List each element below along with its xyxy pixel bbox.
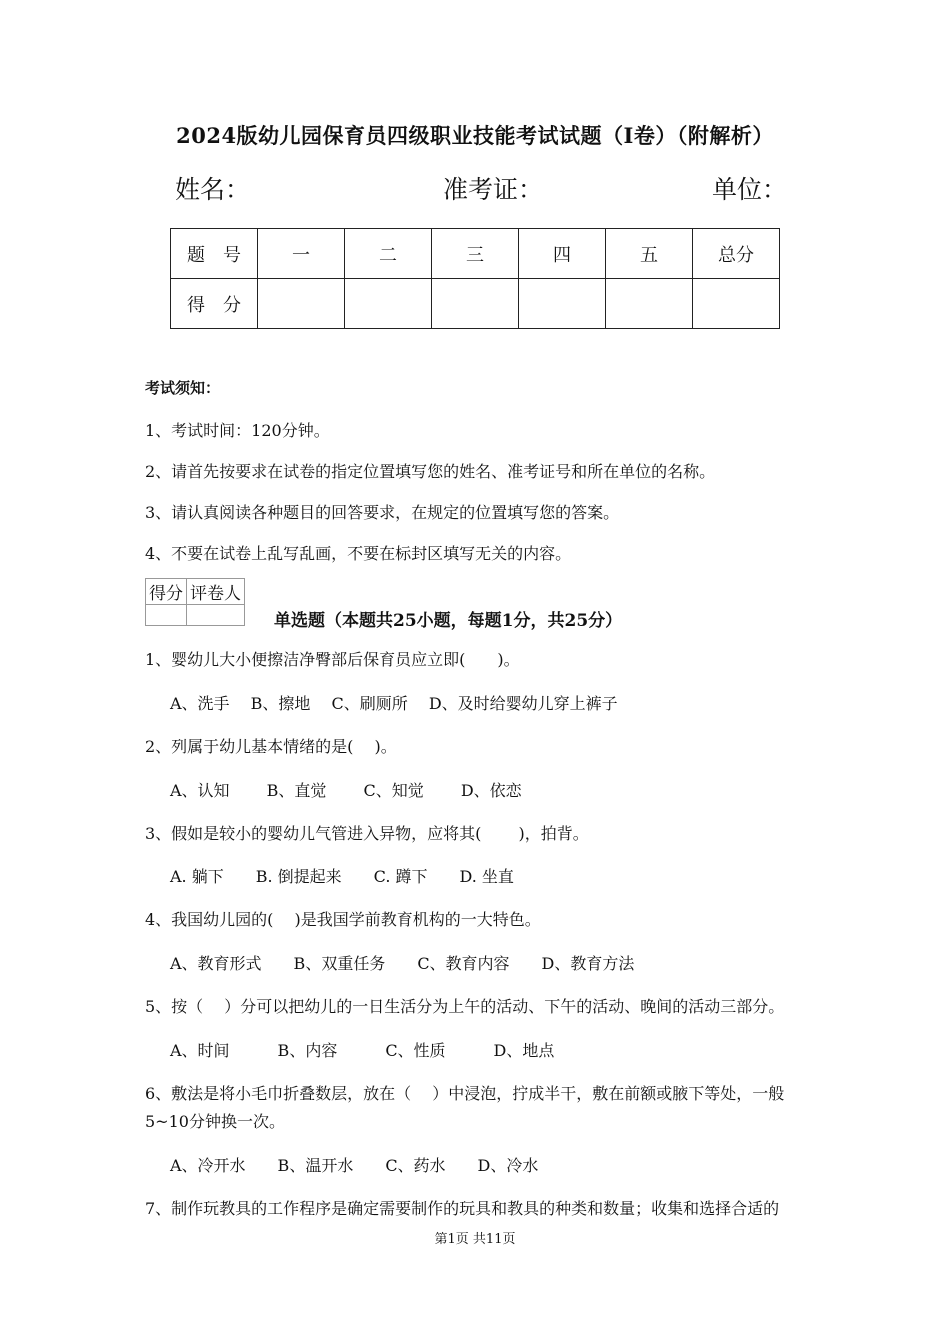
score-cell (345, 279, 432, 329)
score-table (170, 228, 780, 329)
unit-field-label: 单位： (712, 175, 788, 204)
score-cell (432, 279, 519, 329)
score-cell (258, 279, 345, 329)
exam-title: 2024版幼儿园保育员四级职业技能考试试题（I卷）（附解析） (176, 123, 774, 148)
question-options: A、时间 B、内容 C、性质 D、地点 (170, 1041, 555, 1060)
question-text: 5、按（ ）分可以把幼儿的一日生活分为上午的活动、下午的活动、晚间的活动三部分。 (145, 997, 785, 1016)
question-text-continued: 5~10分钟换一次。 (145, 1112, 285, 1131)
section-title: 单选题（本题共25小题，每题1分，共25分） (274, 611, 623, 631)
score-table-header-cell: 二 (345, 229, 432, 279)
score-table-header-cell: 一 (258, 229, 345, 279)
question-text: 3、假如是较小的婴幼儿气管进入异物，应将其( )，拍背。 (145, 824, 589, 843)
question-options: A、洗手 B、擦地 C、刷厕所 D、及时给婴幼儿穿上裤子 (170, 694, 618, 713)
question-text: 1、婴幼儿大小便擦洁净臀部后保育员应立即( )。 (145, 650, 520, 669)
question-options: A、冷开水 B、温开水 C、药水 D、冷水 (170, 1156, 539, 1175)
score-table-header-cell: 五 (606, 229, 693, 279)
question-text: 2、列属于幼儿基本情绪的是( )。 (145, 737, 397, 756)
question-options: A、教育形式 B、双重任务 C、教育内容 D、教育方法 (170, 954, 635, 973)
notice-item: 3、请认真阅读各种题目的回答要求，在规定的位置填写您的答案。 (145, 503, 620, 522)
score-row-label: 得 分 (171, 279, 258, 329)
name-field-label: 姓名： (175, 175, 251, 204)
notice-item: 2、请首先按要求在试卷的指定位置填写您的姓名、准考证号和所在单位的名称。 (145, 462, 716, 481)
grader-name-label: 评卷人 (187, 579, 245, 605)
exam-id-field-label: 准考证： (443, 175, 544, 204)
question-options: A、认知 B、直觉 C、知觉 D、依恋 (170, 781, 522, 800)
score-table-score-row (171, 279, 780, 329)
score-table-header-cell: 三 (432, 229, 519, 279)
score-table-header-cell: 题 号 (171, 229, 258, 279)
notice-item: 4、不要在试卷上乱写乱画，不要在标封区填写无关的内容。 (145, 544, 572, 563)
score-table-header-cell: 总分 (693, 229, 780, 279)
grader-box (145, 578, 245, 626)
question-options: A. 躺下 B. 倒提起来 C. 蹲下 D. 坐直 (170, 867, 514, 886)
notice-item: 1、考试时间：120分钟。 (145, 421, 330, 440)
score-cell (693, 279, 780, 329)
score-cell (519, 279, 606, 329)
grader-score-label: 得分 (146, 579, 187, 605)
notice-heading: 考试须知： (145, 379, 221, 397)
page-footer: 第1页 共11页 (434, 1232, 516, 1247)
question-text: 4、我国幼儿园的( )是我国学前教育机构的一大特色。 (145, 910, 541, 929)
score-cell (606, 279, 693, 329)
question-text: 6、敷法是将小毛巾折叠数层，放在（ ）中浸泡，拧成半干，敷在前额或腋下等处，一般 (145, 1084, 785, 1103)
score-table-header-cell: 四 (519, 229, 606, 279)
grader-score-cell (146, 605, 187, 626)
grader-name-cell (187, 605, 245, 626)
question-text: 7、制作玩教具的工作程序是确定需要制作的玩具和教具的种类和数量；收集和选择合适的 (145, 1199, 780, 1218)
score-table-header-row (171, 229, 780, 279)
